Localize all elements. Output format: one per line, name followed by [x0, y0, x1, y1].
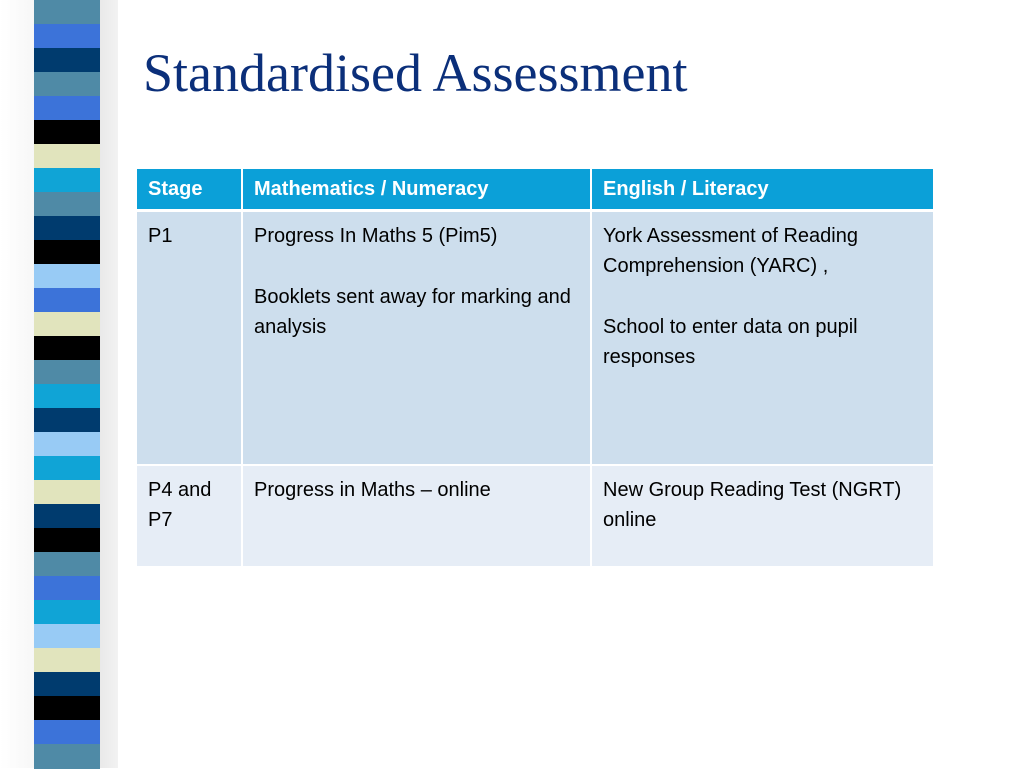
stripe-block	[34, 648, 100, 673]
stripe-block	[34, 72, 100, 97]
maths-cell	[242, 465, 591, 567]
stripe-block	[34, 96, 100, 121]
stripe-block	[34, 384, 100, 409]
stripe-block	[34, 696, 100, 721]
stripe-block	[34, 360, 100, 385]
stage-cell	[137, 465, 242, 567]
table-header-row	[137, 169, 933, 211]
english-cell	[591, 211, 933, 466]
stripe-block	[34, 720, 100, 745]
maths-assessment-text: Progress in Maths – online	[254, 479, 491, 501]
stripe-block	[34, 408, 100, 433]
english-assessment-text: New Group Reading Test (NGRT) online	[603, 479, 902, 531]
stripe-block	[34, 288, 100, 313]
slide-title: Standardised Assessment	[143, 43, 688, 103]
stripe-block	[34, 336, 100, 361]
stripe-block	[34, 192, 100, 217]
stripe-block	[34, 744, 100, 769]
stripe-block	[34, 480, 100, 505]
english-assessment-text: York Assessment of Reading Comprehension (YARC) ,	[603, 225, 858, 277]
stripe-block	[34, 264, 100, 289]
decorative-color-stripe	[34, 0, 100, 768]
stripe-block	[34, 600, 100, 625]
stripe-block	[34, 168, 100, 193]
stripe-block	[34, 504, 100, 529]
stripe-block	[34, 216, 100, 241]
english-cell	[591, 465, 933, 567]
stripe-block	[34, 528, 100, 553]
assessment-table	[137, 169, 933, 568]
stripe-block	[34, 240, 100, 265]
stage-text: P1	[148, 225, 173, 247]
header-stage: Stage	[137, 169, 242, 211]
table-row	[137, 465, 933, 567]
stripe-block	[34, 576, 100, 601]
stripe-block	[34, 48, 100, 73]
stripe-block	[34, 672, 100, 697]
stripe-block	[34, 456, 100, 481]
header-mathematics: Mathematics / Numeracy	[242, 169, 591, 211]
stripe-block	[34, 624, 100, 649]
maths-assessment-text: Progress In Maths 5 (Pim5)	[254, 225, 498, 247]
stripe-block	[34, 0, 100, 25]
stripe-block	[34, 432, 100, 457]
maths-cell	[242, 211, 591, 466]
stage-text: P4 and P7	[148, 479, 212, 531]
table-row	[137, 211, 933, 466]
stage-cell	[137, 211, 242, 466]
stripe-block	[34, 312, 100, 337]
stripe-block	[34, 24, 100, 49]
stripe-block	[34, 120, 100, 145]
stripe-block	[34, 552, 100, 577]
maths-note-text: Booklets sent away for marking and analysis	[254, 286, 571, 338]
english-note-text: School to enter data on pupil responses	[603, 316, 858, 368]
header-english: English / Literacy	[591, 169, 933, 211]
stripe-block	[34, 144, 100, 169]
